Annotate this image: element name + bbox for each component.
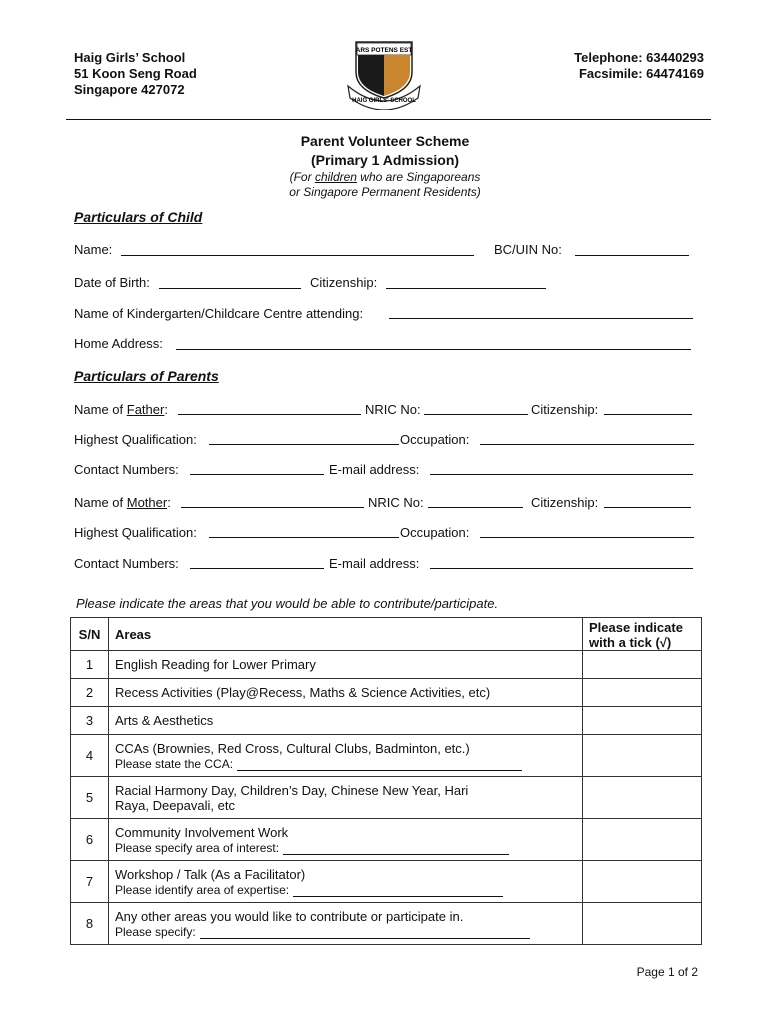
child-name-label: Name: xyxy=(74,242,113,257)
mother-contact-field[interactable] xyxy=(190,568,324,569)
father-name-field[interactable] xyxy=(178,414,361,415)
mother-citizenship-field[interactable] xyxy=(604,507,691,508)
eligibility-note: (For children who are Singaporeans or Singapore Permanent Residents) xyxy=(220,170,550,200)
expertise-field[interactable] xyxy=(293,885,503,897)
address-line1: 51 Koon Seng Road xyxy=(74,66,197,81)
title-line1: Parent Volunteer Scheme xyxy=(300,133,470,149)
col-sn: S/N xyxy=(71,618,109,651)
father-citizenship-label: Citizenship: xyxy=(531,402,599,417)
bc-uin-field[interactable] xyxy=(575,255,689,256)
school-crest-icon xyxy=(344,38,424,110)
home-address-field[interactable] xyxy=(176,349,691,350)
table-row: 3 Arts & Aesthetics xyxy=(71,707,702,735)
child-citizenship-label: Citizenship: xyxy=(310,275,378,290)
interest-field[interactable] xyxy=(283,843,509,855)
father-qualification-field[interactable] xyxy=(209,444,399,445)
form-title xyxy=(235,132,535,170)
father-occupation-field[interactable] xyxy=(480,444,694,445)
mother-nric-label: NRIC No: xyxy=(368,495,424,510)
mother-name-field[interactable] xyxy=(181,507,364,508)
cca-field[interactable] xyxy=(237,759,522,771)
father-email-label: E-mail address: xyxy=(329,462,420,477)
title-line2: (Primary 1 Admission) xyxy=(310,152,460,168)
table-row: 4 CCAs (Brownies, Red Cross, Cultural Clubs, Badminton, etc.) Please state the CCA: xyxy=(71,735,702,777)
mother-occupation-field[interactable] xyxy=(480,537,694,538)
address-line2: Singapore 427072 xyxy=(74,82,185,97)
school-address xyxy=(74,50,197,98)
school-contact xyxy=(574,50,704,82)
father-nric-label: NRIC No: xyxy=(365,402,421,417)
facsimile: Facsimile: 64474169 xyxy=(578,66,704,81)
crest-motto: ARS POTENS EST xyxy=(355,47,413,54)
tick-cell-2[interactable] xyxy=(583,679,702,707)
telephone: Telephone: 63440293 xyxy=(574,50,704,65)
other-areas-field[interactable] xyxy=(200,927,530,939)
tick-cell-7[interactable] xyxy=(583,861,702,903)
father-contact-field[interactable] xyxy=(190,474,324,475)
mother-citizenship-label: Citizenship: xyxy=(531,495,599,510)
dob-label: Date of Birth: xyxy=(74,275,150,290)
table-row: 5 Racial Harmony Day, Children’s Day, Chinese New Year, Hari Raya, Deepavali, etc xyxy=(71,777,702,819)
tick-cell-8[interactable] xyxy=(583,903,702,945)
kindergarten-field[interactable] xyxy=(389,318,693,319)
bc-uin-label: BC/UIN No: xyxy=(494,242,562,257)
mother-occupation-label: Occupation: xyxy=(400,525,470,540)
father-citizenship-field[interactable] xyxy=(604,414,692,415)
father-contact-label: Contact Numbers: xyxy=(74,462,179,477)
kindergarten-label: Name of Kindergarten/Childcare Centre attending: xyxy=(74,306,364,321)
page-number: Page 1 of 2 xyxy=(636,965,698,979)
father-name-label: Name of Father: xyxy=(74,402,168,417)
mother-email-field[interactable] xyxy=(430,568,693,569)
header-divider xyxy=(66,119,711,120)
tick-cell-5[interactable] xyxy=(583,777,702,819)
child-heading: Particulars of Child xyxy=(74,209,203,225)
mother-qualification-field[interactable] xyxy=(209,537,399,538)
dob-field[interactable] xyxy=(159,288,301,289)
father-email-field[interactable] xyxy=(430,474,693,475)
areas-instruction: Please indicate the areas that you would be able to contribute/participate. xyxy=(76,596,499,611)
mother-email-label: E-mail address: xyxy=(329,556,420,571)
mother-qualification-label: Highest Qualification: xyxy=(74,525,197,540)
table-row: 6 Community Involvement Work Please specify area of interest: xyxy=(71,819,702,861)
parents-heading: Particulars of Parents xyxy=(74,368,219,384)
col-tick: Please indicate with a tick (√) xyxy=(583,618,702,651)
tick-cell-1[interactable] xyxy=(583,651,702,679)
child-citizenship-field[interactable] xyxy=(386,288,546,289)
table-row: 1 English Reading for Lower Primary xyxy=(71,651,702,679)
mother-nric-field[interactable] xyxy=(428,507,523,508)
children-underlined: children xyxy=(314,170,357,184)
table-row: 2 Recess Activities (Play@Recess, Maths & Science Activities, etc) xyxy=(71,679,702,707)
tick-cell-6[interactable] xyxy=(583,819,702,861)
child-name-field[interactable] xyxy=(121,255,474,256)
father-occupation-label: Occupation: xyxy=(400,432,470,447)
areas-table xyxy=(70,617,702,945)
mother-name-label: Name of Mother: xyxy=(74,495,171,510)
table-row: 8 Any other areas you would like to contribute or participate in. Please specify: xyxy=(71,903,702,945)
father-nric-field[interactable] xyxy=(424,414,528,415)
tick-cell-4[interactable] xyxy=(583,735,702,777)
crest-name: HAIG GIRLS' SCHOOL xyxy=(352,98,416,104)
table-row: 7 Workshop / Talk (As a Facilitator) Please identify area of expertise: xyxy=(71,861,702,903)
mother-contact-label: Contact Numbers: xyxy=(74,556,179,571)
note-line2: or Singapore Permanent Residents) xyxy=(289,185,481,199)
tick-cell-3[interactable] xyxy=(583,707,702,735)
col-areas: Areas xyxy=(109,618,583,651)
school-name: Haig Girls’ School xyxy=(74,50,186,65)
father-qualification-label: Highest Qualification: xyxy=(74,432,197,447)
home-address-label: Home Address: xyxy=(74,336,163,351)
areas-header-row xyxy=(71,618,702,651)
